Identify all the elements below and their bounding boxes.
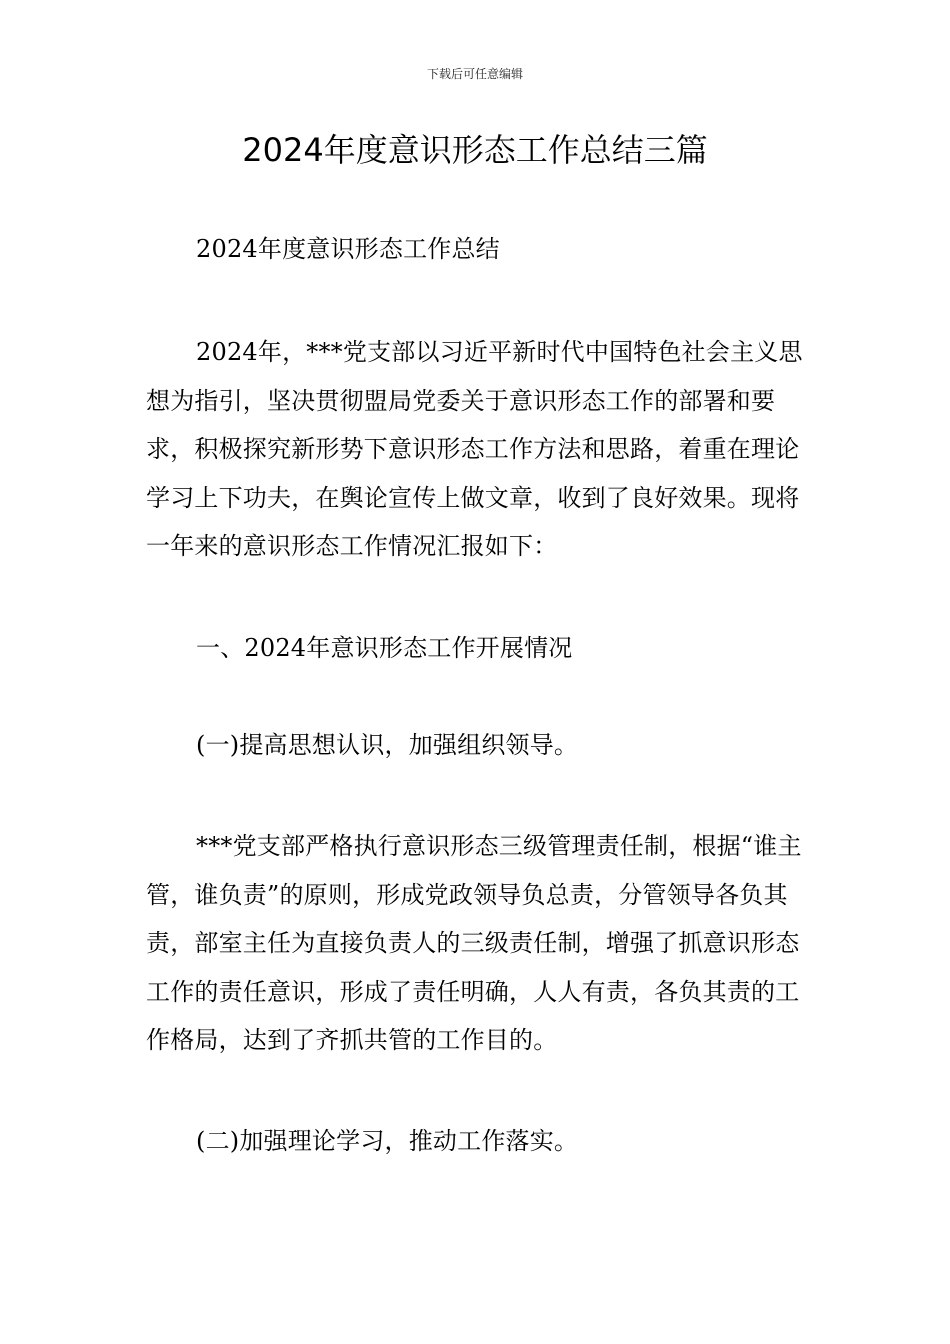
responsibility-paragraph: ***党支部严格执行意识形态三级管理责任制，根据“谁主管，谁负责”的原则，形成党政领导负总责，分管领导各负其责，部室主任为直接负责人的三级责任制，增强了抓意识形态工作的责任意识，形成了责任明确，人人有责，各负其责的工作格局，达到了齐抓共管的工作目的。 — [146, 832, 802, 1054]
subsection-heading-two: (二)加强理论学习，推动工作落实。 — [196, 1127, 579, 1155]
section-subtitle: 2024年度意识形态工作总结 — [196, 235, 500, 263]
subsection-heading-one: (一)提高思想认识，加强组织领导。 — [196, 731, 579, 759]
section-heading-one: 一、2024年意识形态工作开展情况 — [196, 634, 573, 662]
intro-paragraph: 2024年，***党支部以习近平新时代中国特色社会主义思想为指引，坚决贯彻盟局党委关于意识形态工作的部署和要求，积极探究新形势下意识形态工作方法和思路，着重在理论学习上下功夫，在舆论宣传上做文章，收到了良好效果。现将一年来的意识形态工作情况汇报如下： — [146, 338, 803, 560]
header-note: 下载后可任意编辑 — [426, 67, 523, 81]
document-title: 2024年度意识形态工作总结三篇 — [242, 131, 708, 169]
